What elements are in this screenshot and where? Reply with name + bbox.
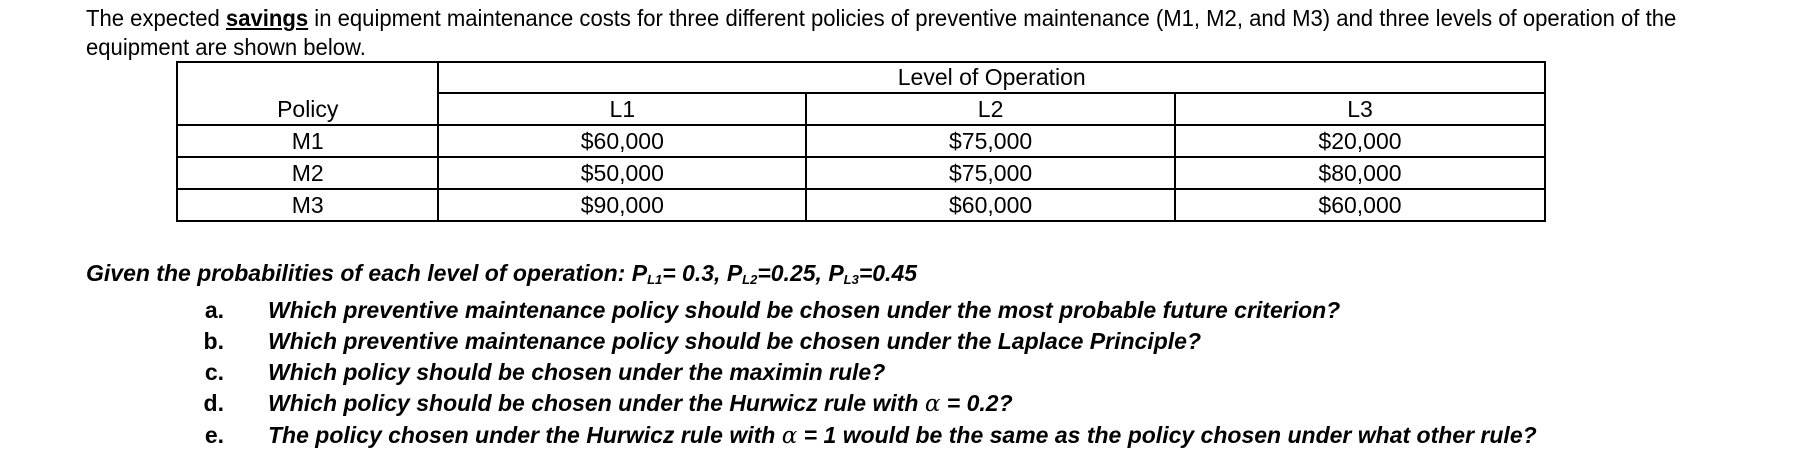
savings-table <box>176 62 1546 222</box>
value-cell: $60,000 <box>438 125 806 157</box>
question-text <box>268 420 1746 452</box>
question-text: Which preventive maintenance policy should be chosen under the most probable future criterion? <box>268 297 1341 323</box>
policy-cell: M3 <box>177 189 438 221</box>
value-cell: $60,000 <box>806 189 1175 221</box>
given-prefix: Given the probabilities of each level of operation: <box>86 260 632 286</box>
p2-symbol: P <box>726 260 743 286</box>
question-c <box>86 357 1746 388</box>
table-row <box>177 125 1545 157</box>
questions-block <box>86 258 1746 452</box>
question-text: Which preventive maintenance policy should be chosen under the Laplace Principle? <box>268 328 1201 354</box>
column-header-l3: L3 <box>1175 93 1545 125</box>
value-cell: $90,000 <box>438 189 806 221</box>
intro-text-after: in equipment maintenance costs for three different policies of preventive maintenance (M1, M2, and M3) and three levels of operation of the equipment are shown below. <box>86 5 1677 60</box>
intro-text-before: The expected <box>86 5 226 31</box>
question-text-post: = 0.2? <box>940 390 1013 416</box>
column-header-l2: L2 <box>806 93 1175 125</box>
alpha-symbol: α <box>924 391 941 417</box>
question-letter: d. <box>203 390 224 416</box>
value-cell: $50,000 <box>438 157 806 189</box>
p1-symbol: P <box>631 260 648 286</box>
alpha-symbol: α <box>781 423 798 449</box>
p1-subscript: L1 <box>647 272 663 287</box>
table-row <box>177 189 1545 221</box>
question-letter: e. <box>204 422 224 448</box>
question-b <box>86 326 1746 357</box>
given-probabilities <box>86 258 1746 295</box>
p2-value: =0.25, <box>757 260 829 286</box>
p3-value: =0.45 <box>858 260 918 286</box>
value-cell: $60,000 <box>1175 189 1545 221</box>
policy-cell: M1 <box>177 125 438 157</box>
policy-header: Policy <box>177 62 438 125</box>
intro-keyword-savings: savings <box>225 5 309 31</box>
policy-cell: M2 <box>177 157 438 189</box>
value-cell: $80,000 <box>1175 157 1545 189</box>
p1-value: = 0.3, <box>662 260 727 286</box>
question-text-post: = 1 would be the same as the policy chosen under what other rule? <box>797 422 1537 448</box>
question-letter: c. <box>204 359 224 385</box>
question-e <box>86 420 1746 452</box>
question-letter: b. <box>203 328 224 354</box>
table-row <box>177 157 1545 189</box>
question-d <box>86 388 1746 420</box>
question-a <box>86 295 1746 326</box>
problem-intro <box>86 4 1699 62</box>
question-letter: a. <box>204 297 224 323</box>
p2-subscript: L2 <box>742 272 758 287</box>
level-of-operation-header: Level of Operation <box>438 62 1545 93</box>
question-text: Which policy should be chosen under the maximin rule? <box>268 359 886 385</box>
p3-subscript: L3 <box>843 272 859 287</box>
question-text-pre: The policy chosen under the Hurwicz rule with <box>268 422 782 448</box>
value-cell: $75,000 <box>806 125 1175 157</box>
question-text <box>268 388 1746 420</box>
value-cell: $75,000 <box>806 157 1175 189</box>
p3-symbol: P <box>828 260 844 286</box>
value-cell: $20,000 <box>1175 125 1545 157</box>
column-header-l1: L1 <box>438 93 806 125</box>
question-text-pre: Which policy should be chosen under the Hurwicz rule with <box>268 390 925 416</box>
